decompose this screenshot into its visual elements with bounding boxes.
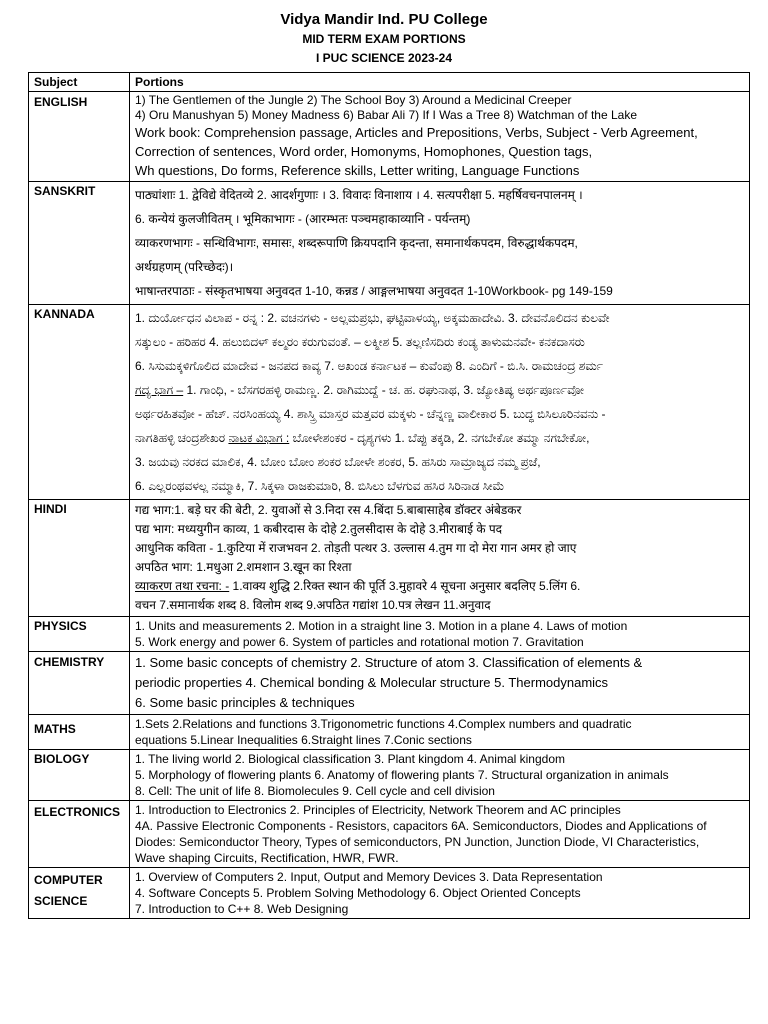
portion-line: 1. Units and measurements 2. Motion in a straight line 3. Motion in a plane 4. Laws of motion	[135, 619, 628, 633]
portions-table	[28, 72, 750, 919]
subject-cell: HINDI	[29, 500, 130, 617]
portion-line: 1. ದುರ್ಯೋಧನ ವಿಲಾಪ - ರನ್ನ : 2. ವಚನಗಳು - ಅಲ್ಲಮಪ್ರಭು, ಘಟ್ಟಿವಾಳಯ್ಯ, ಅಕ್ಕಮಹಾದೇವಿ. 3. ದೇವನೊಲಿದನ ಕುಲವೇ	[135, 311, 610, 325]
table-header-row	[29, 73, 750, 92]
class-year: I PUC SCIENCE 2023-24	[315, 51, 453, 65]
portion-line: वचन 7.समानार्थक शब्द 8. विलोम शब्द 9.अपठित गद्यांश 10.पत्र लेखन 11.अनुवाद	[135, 598, 491, 612]
portion-line: Diodes: Semiconductor Theory, Types of semiconductors, PN Junction, Junction Diode, VI Characteristics,	[135, 835, 700, 849]
portion-line: equations 5.Linear Inequalities 6.Straight lines 7.Conic sections	[135, 733, 472, 747]
table-row	[29, 305, 750, 500]
portion-line	[135, 426, 744, 450]
table-row	[29, 801, 750, 868]
portion-line: भाषान्तरपाठाः - संस्कृतभाषया अनुवदत 1-10, कन्नड / आङ्गलभाषया अनुवदत 1-10Workbook- pg 149-159	[135, 284, 613, 298]
portions-cell	[130, 305, 750, 500]
vyakaran-section-label: व्याकरण तथा रचना: -	[135, 579, 230, 593]
portion-line: अपठित भाग: 1.मधुआ 2.शमशान 3.खून का रिश्ता	[135, 560, 352, 574]
portions-cell	[130, 868, 750, 919]
subject-cell: BIOLOGY	[29, 750, 130, 801]
portion-line: व्याकरणभागः - सन्धिविभागः, समासः, शब्दरूपाणि क्रियपदानि कृदन्ता, समानार्थकपदम, विरुद्धार्थकपदम,	[135, 236, 578, 250]
subject-cell: ENGLISH	[29, 92, 130, 182]
portion-line: 7. Introduction to C++ 8. Web Designing	[135, 902, 349, 916]
portion-line: 6. कन्येयं कुलजीवितम् । भूमिकाभागः - (आरम्भतः पञ्चमहाकाव्यानि - पर्यन्तम्)	[135, 212, 471, 226]
portions-cell	[130, 715, 750, 750]
subject-cell: SANSKRIT	[29, 182, 130, 305]
portion-line: 5. Work energy and power 6. System of particles and rotational motion 7. Gravitation	[135, 635, 584, 649]
portion-line: 1) The Gentlemen of the Jungle 2) The School Boy 3) Around a Medicinal Creeper	[135, 93, 572, 107]
subject-cell: KANNADA	[29, 305, 130, 500]
subject-cell: MATHS	[29, 715, 130, 750]
portion-line: 1. Introduction to Electronics 2. Principles of Electricity, Network Theorem and AC principles	[135, 803, 621, 817]
portion-line: पद्य भाग: मध्ययुगीन काव्य, 1 कबीरदास के दोहे 2.तुलसीदास के दोहे 3.मीराबाई के पद	[135, 522, 503, 536]
portion-line: 1. Some basic concepts of chemistry 2. Structure of atom 3. Classification of elements &	[135, 655, 643, 670]
table-row	[29, 92, 750, 182]
table-row	[29, 750, 750, 801]
gadya-section-text: 1. ಗಾಂಧಿ, - ಬೆಸಗರಹಳ್ಳಿ ರಾಮಣ್ಣ. 2. ರಾಗಿಮುದ್ದೆ - ಚ. ಹ. ರಘುನಾಥ, 3. ಜ್ಯೋತಿಷ್ಯ ಅರ್ಥಪೂರ್ಣವೋ	[183, 383, 584, 397]
gadya-section-label: ಗದ್ಯ ಭಾಗ –	[135, 383, 184, 397]
portion-line: 4A. Passive Electronic Components - Resistors, capacitors 6A. Semiconductors, Diodes and Applications of	[135, 819, 707, 833]
portion-line	[135, 378, 744, 402]
portion-line: पाठ्यांशाः 1. द्वेविद्ये वेदितव्ये 2. आदर्शगुणाः । 3. विवादः विनाशाय । 4. सत्यपरीक्षा 5. महर्षिवचनपालनम् ।	[135, 188, 583, 202]
portion-line: ಅರ್ಥರಹಿತವೋ - ಹೆಚ್. ನರಸಿಂಹಯ್ಯ 4. ಶಾಸ್ತ್ರಿ ಮಾಸ್ತರ ಮತ್ತವರ ಮಕ್ಕಳು - ಚೆನ್ನಣ್ಣ ವಾಲೀಕಾರ 5. ಬುದ್ಧ ಬಿಸಿಲೂರಿನವನು -	[135, 407, 606, 421]
table-row	[29, 715, 750, 750]
portion-line: Wh questions, Do forms, Reference skills, Letter writing, Language Functions	[135, 163, 580, 178]
portion-line: ಸತ್ಕುಲಂ - ಹರಿಹರ 4. ಹಲುಬಿದಳ್ ಕಲ್ಮರಂ ಕರುಗುವಂತೆ. – ಲಕ್ಮೀಶ 5. ತಲ್ಲಣಿಸದಿರು ಕಂಡ್ಯ ತಾಳುಮನವೇ- ಕನಕದಾಸರು	[135, 335, 585, 349]
portion-line	[135, 577, 744, 596]
portion-line: Correction of sentences, Word order, Homonyms, Homophones, Question tags,	[135, 144, 593, 159]
portions-cell	[130, 617, 750, 652]
portions-cell	[130, 92, 750, 182]
header-subject: Subject	[29, 73, 130, 92]
table-row	[29, 617, 750, 652]
portion-line: periodic properties 4. Chemical bonding & Molecular structure 5. Thermodynamics	[135, 675, 609, 690]
nataka-section-text: ಬೋಳೇಶಂಕರ - ದೃಶ್ಯಗಳು 1. ಬೆಪ್ಪು ತಕ್ಕಡಿ, 2. ನಗಬೇಕೋ ತಮ್ಮಾ ನಗಬೇಕೋ,	[289, 431, 590, 445]
table-row	[29, 182, 750, 305]
portions-cell	[130, 801, 750, 868]
portion-line: 4) Oru Manushyan 5) Money Madness 6) Babar Ali 7) If I Was a Tree 8) Watchman of the Lake	[135, 108, 638, 122]
portion-line: आधुनिक कविता - 1.कुटिया में राजभवन 2. तोड़ती पत्थर 3. उल्लास 4.तुम गा दो मेरा गान अमर हो जाए	[135, 541, 577, 555]
portion-line: 8. Cell: The unit of life 8. Biomolecules 9. Cell cycle and cell division	[135, 784, 495, 798]
table-row	[29, 500, 750, 617]
subject-cell: PHYSICS	[29, 617, 130, 652]
portion-line: 1. The living world 2. Biological classification 3. Plant kingdom 4. Animal kingdom	[135, 752, 565, 766]
portion-line: Wave shaping Circuits, Rectification, HWR, FWR.	[135, 851, 399, 865]
vyakaran-section-text: 1.वाक्य शुद्धि 2.रिक्त स्थान की पूर्ति 3.मुहावरे 4 सूचना अनुसार बदलिए 5.लिंग 6.	[229, 579, 581, 593]
portion-line: Work book: Comprehension passage, Articles and Prepositions, Verbs, Subject - Verb Agreement,	[135, 125, 698, 140]
portion-line: अर्थग्रहणम् (परिच्छेदः)।	[135, 260, 234, 274]
nataka-section-label: ನಾಟಕ ವಿಭಾಗ :	[228, 431, 290, 445]
portions-cell	[130, 182, 750, 305]
portion-line: 6. ಸಿಸುಮಕ್ಕಳಿಗೊಲಿದ ಮಾದೇವ - ಜನಪದ ಕಾವ್ಯ 7. ಅಖಂಡ ಕರ್ನಾಟಕ – ಕುವೆಂಪು 8. ಎಂದಿಗೆ - ಬಿ.ಸಿ. ರಾಮಚಂದ್ರ ಶರ್ಮ	[135, 359, 604, 373]
portion-line: 1. Overview of Computers 2. Input, Output and Memory Devices 3. Data Representation	[135, 870, 603, 884]
portion-line: 3. ಜಯವು ನರಕದ ಮಾಲಿಕ, 4. ಬೋಂ ಬೋಂ ಶಂಕರ ಬೋಳೇ ಶಂಕರ, 5. ಹಸಿರು ಸಾಮ್ರಾಜ್ಯದ ನಮ್ಮ ಪ್ರಜೆ,	[135, 455, 541, 469]
portions-cell	[130, 750, 750, 801]
portion-line: 4. Software Concepts 5. Problem Solving Methodology 6. Object Oriented Concepts	[135, 886, 581, 900]
portion-line: 1.Sets 2.Relations and functions 3.Trigonometric functions 4.Complex numbers and quadratic	[135, 717, 632, 731]
college-name: Vidya Mandir Ind. PU College	[280, 11, 488, 28]
subject-cell: CHEMISTRY	[29, 652, 130, 715]
subject-cell: COMPUTER SCIENCE	[29, 868, 130, 919]
exam-title: MID TERM EXAM PORTIONS	[302, 32, 466, 46]
portions-cell	[130, 500, 750, 617]
portion-line: 6. ಎಲ್ಲರಂಥವಳಲ್ಲ ನಮ್ಮಾಕಿ, 7. ಸಿಕ್ಕಳಾ ರಾಜಕುಮಾರಿ, 8. ಬಿಸಿಲು ಬೆಳಗುವ ಹಸಿರ ಸಿರಿನಾಡ ಸೀಮೆ	[135, 479, 505, 493]
portion-line: 6. Some basic principles & techniques	[135, 695, 355, 710]
page-header	[0, 0, 768, 68]
table-row	[29, 652, 750, 715]
nataka-prefix: ನಾಗತಿಹಳ್ಳಿ ಚಂದ್ರಶೇಖರ	[135, 431, 229, 445]
table-row	[29, 868, 750, 919]
portion-line: गद्य भाग:1. बड़े घर की बेटी, 2. युवाओं से 3.निदा रस 4.बिंदा 5.बाबासाहेब डॉक्टर अंबेडकर	[135, 503, 522, 517]
portions-cell	[130, 652, 750, 715]
subject-cell: ELECTRONICS	[29, 801, 130, 868]
header-portions: Portions	[130, 73, 750, 92]
portion-line: 5. Morphology of flowering plants 6. Anatomy of flowering plants 7. Structural organization in animals	[135, 768, 669, 782]
